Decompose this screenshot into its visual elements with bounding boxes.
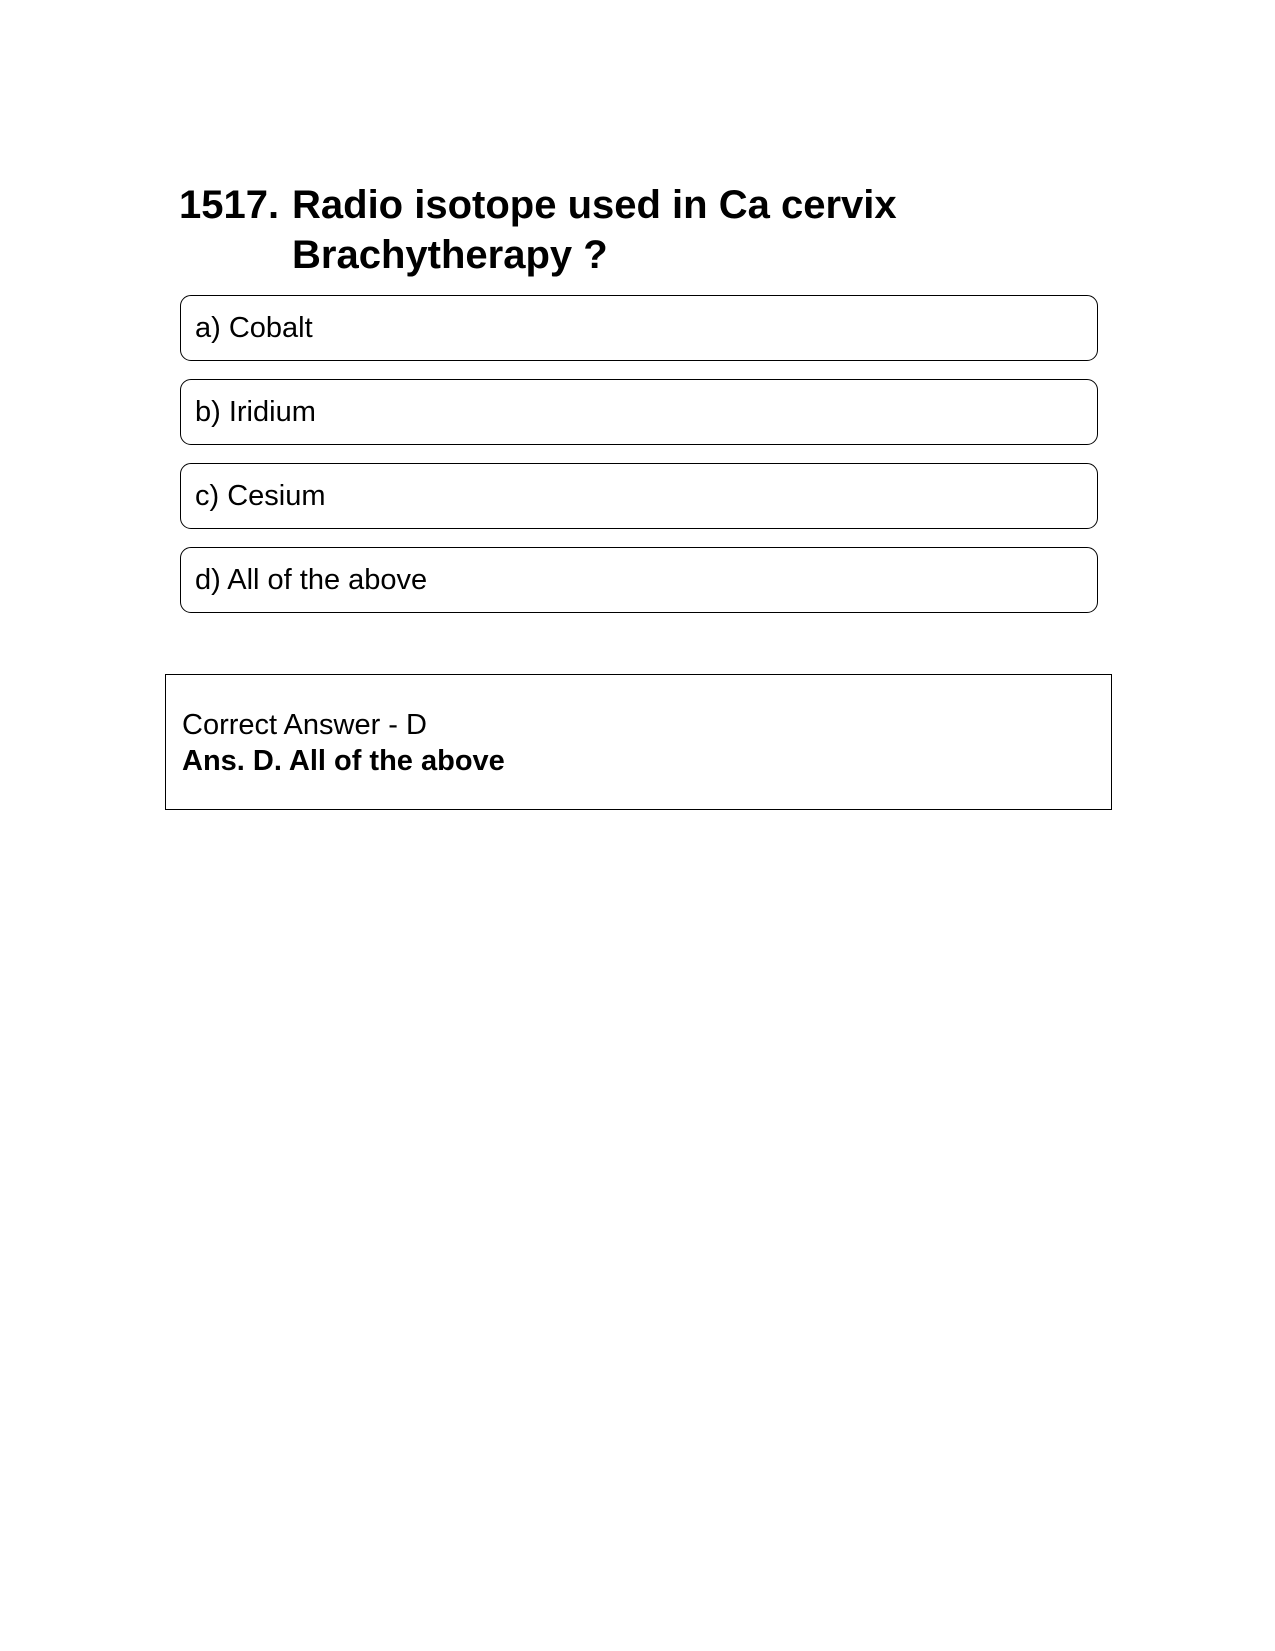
question-heading: [179, 180, 1099, 280]
option-b[interactable]: b) Iridium: [180, 379, 1098, 445]
option-a[interactable]: a) Cobalt: [180, 295, 1098, 361]
answer-explanation: Ans. D. All of the above: [182, 745, 505, 777]
option-c[interactable]: c) Cesium: [180, 463, 1098, 529]
answer-box: [165, 674, 1112, 810]
option-d[interactable]: d) All of the above: [180, 547, 1098, 613]
question-number: 1517.: [179, 183, 280, 227]
question-text: Radio isotope used in Ca cervix Brachytherapy ?: [292, 183, 897, 277]
correct-answer-line: Correct Answer - D: [182, 709, 427, 741]
